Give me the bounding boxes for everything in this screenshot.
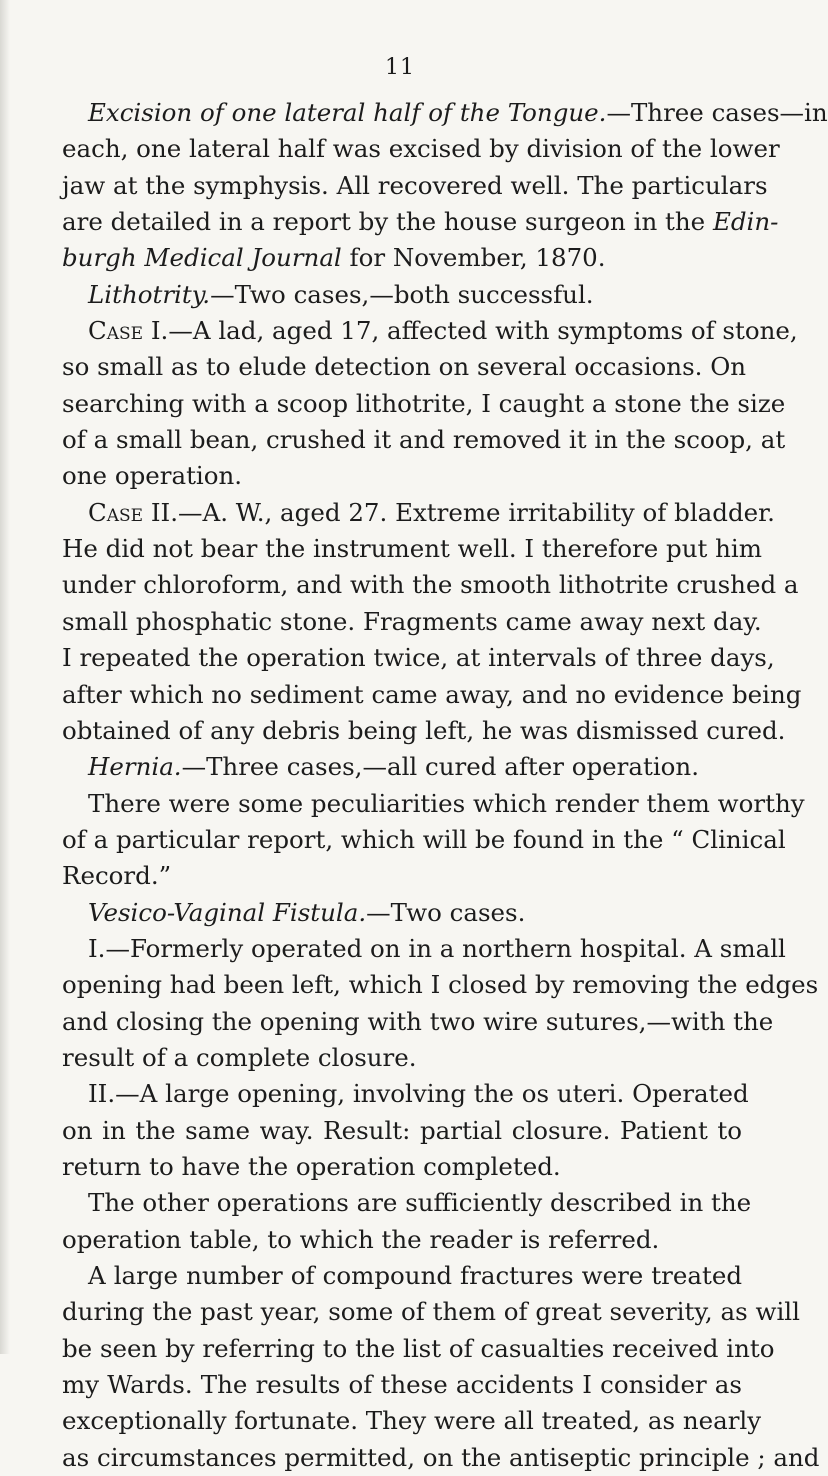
small-caps-text: Case xyxy=(88,497,144,527)
text-segment: one operation. xyxy=(62,461,243,491)
text-segment: after which no sediment came away, and no evidence being xyxy=(62,679,802,709)
text-segment: for November, 1870. xyxy=(341,243,606,273)
text-line xyxy=(62,1367,742,1403)
text-segment: and closing the opening with two wire sutures,—with the xyxy=(62,1006,774,1036)
text-segment: He did not bear the instrument well. I therefore put him xyxy=(62,534,762,564)
body-text xyxy=(62,95,828,1476)
italic-text: Edin- xyxy=(712,207,779,237)
text-line xyxy=(62,95,828,131)
text-line xyxy=(62,1331,775,1367)
text-line xyxy=(62,1004,774,1040)
text-segment: each, one lateral half was excised by division of the lower xyxy=(62,134,780,164)
text-line xyxy=(62,277,742,313)
text-segment: opening had been left, which I closed by removing the edges xyxy=(62,970,819,1000)
text-segment: II.—A. W., aged 27. Extreme irritability of bladder. xyxy=(143,497,775,527)
text-line xyxy=(62,822,786,858)
text-line xyxy=(62,131,780,167)
text-line xyxy=(62,458,742,494)
text-segment: small phosphatic stone. Fragments came away next day. xyxy=(62,606,762,636)
text-segment: be seen by referring to the list of casualties received into xyxy=(62,1333,775,1363)
text-segment: —Three cases,—all cured after operation. xyxy=(181,752,699,782)
text-line xyxy=(62,422,786,458)
text-line xyxy=(62,858,742,894)
text-line xyxy=(62,1076,749,1112)
text-segment: searching with a scoop lithotrite, I caught a stone the size xyxy=(62,388,786,418)
text-line xyxy=(62,386,786,422)
text-segment: on in the same way. Result: partial closure. Patient to xyxy=(62,1115,742,1145)
text-line xyxy=(62,1440,820,1476)
page-number: 11 xyxy=(385,55,415,80)
text-line xyxy=(62,1185,752,1221)
text-line xyxy=(62,1113,742,1149)
text-segment: I.—Formerly operated on in a northern hospital. A small xyxy=(88,933,786,963)
text-segment: during the past year, some of them of great severity, as will xyxy=(62,1297,800,1327)
text-line xyxy=(62,1040,742,1076)
text-line xyxy=(62,677,802,713)
small-caps-text: Case xyxy=(88,316,144,346)
page-edge-shadow xyxy=(0,0,10,1354)
italic-text: burgh Medical Journal xyxy=(62,243,342,273)
text-segment: A large number of compound fractures were treated xyxy=(88,1261,742,1290)
text-segment: so small as to elude detection on several occasions. On xyxy=(62,352,747,382)
text-segment: my Wards. The results of these accidents I consider as xyxy=(62,1370,742,1400)
text-segment: as circumstances permitted, on the antiseptic principle ; and xyxy=(62,1442,820,1472)
text-line xyxy=(62,749,742,785)
text-line xyxy=(62,567,799,603)
text-line xyxy=(62,240,742,276)
text-segment: are detailed in a report by the house surgeon in the xyxy=(62,207,713,237)
text-segment: —Two cases,—both successful. xyxy=(210,279,594,309)
text-line xyxy=(62,1149,742,1185)
text-segment: The other operations are sufficiently described in the xyxy=(88,1188,752,1218)
italic-text: Hernia. xyxy=(88,752,182,782)
text-line xyxy=(62,204,779,240)
text-line xyxy=(62,931,786,967)
text-segment: obtained of any debris being left, he was dismissed cured. xyxy=(62,715,786,745)
text-line xyxy=(62,168,768,204)
text-line xyxy=(62,1294,800,1330)
text-line xyxy=(62,1258,742,1294)
text-segment: of a small bean, crushed it and removed it in the scoop, at xyxy=(62,425,786,455)
text-segment: —Two cases. xyxy=(366,897,526,927)
text-line xyxy=(62,1403,762,1439)
text-line xyxy=(62,640,775,676)
text-line xyxy=(62,895,742,931)
text-segment: jaw at the symphysis. All recovered well. The particulars xyxy=(62,170,768,200)
text-segment: There were some peculiarities which render them worthy xyxy=(88,788,805,818)
text-segment: under chloroform, and with the smooth lithotrite crushed a xyxy=(62,570,799,600)
text-line xyxy=(62,531,762,567)
text-line xyxy=(62,495,775,531)
text-segment: —Three cases—in xyxy=(606,98,828,127)
text-segment: Record.” xyxy=(62,861,172,891)
text-segment: I.—A lad, aged 17, affected with symptoms of stone, xyxy=(143,316,798,346)
text-segment: result of a complete closure. xyxy=(62,1042,417,1072)
italic-text: Lithotrity. xyxy=(88,279,211,309)
text-segment: operation table, to which the reader is referred. xyxy=(62,1224,660,1254)
text-segment: II.—A large opening, involving the os uteri. Operated xyxy=(88,1079,749,1109)
text-line xyxy=(62,786,805,822)
text-line xyxy=(62,604,762,640)
italic-text: Vesico-Vaginal Fistula. xyxy=(88,897,367,927)
text-segment: I repeated the operation twice, at intervals of three days, xyxy=(62,643,775,673)
text-segment: of a particular report, which will be found in the “ Clinical xyxy=(62,824,786,854)
text-segment: return to have the operation completed. xyxy=(62,1151,561,1181)
text-segment: exceptionally fortunate. They were all treated, as nearly xyxy=(62,1406,762,1436)
italic-text: Excision of one lateral half of the Tongue. xyxy=(88,98,607,127)
text-line xyxy=(62,967,819,1003)
text-line xyxy=(62,1222,742,1258)
text-line xyxy=(62,349,747,385)
text-line xyxy=(62,313,798,349)
text-line xyxy=(62,713,786,749)
